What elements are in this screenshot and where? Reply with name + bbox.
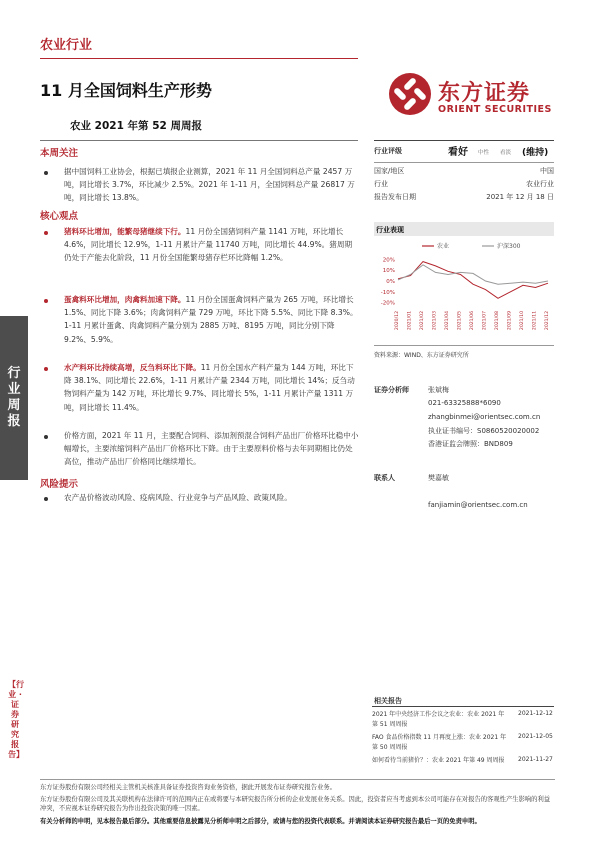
x-tick-label: 2021/09 xyxy=(507,311,513,331)
bullet-icon xyxy=(44,497,48,501)
view-item xyxy=(64,429,359,469)
analyst-license: 香港证监会牌照：BND809 xyxy=(428,440,513,448)
logo-mark-icon xyxy=(388,72,432,116)
side-vertical-text: 【行业 · 证券研究报告】 xyxy=(8,680,24,759)
view-text: 价格方面，2021 年 11 月，主要配合饲料、添加剂预混合饲料产品出厂价格环比稳中小幅增长，主要浓缩饲料产品出厂价格环比下降。由于主要原料价格与去年同期相比仍处高位，推动产品出厂价格同比继续增长。 xyxy=(64,431,359,467)
panel-rule xyxy=(374,162,554,163)
info-key: 国家/地区 xyxy=(374,167,405,175)
bullet-icon xyxy=(44,367,48,371)
view-text: 11 月份全国猪饲料产量 1141 万吨，环比增长 4.6%，同比增长 12.9%，1-11 月累计产量 11740 万吨，同比增长 44.9%。猪周期仍处于产能去化阶段，11 月份全国能繁母猪存栏环比降幅 1.2%。 xyxy=(64,227,353,263)
views-heading: 核心观点 xyxy=(40,211,79,222)
contact-label: 联系人 xyxy=(374,474,395,482)
risk-text: 农产品价格波动风险、疫病风险、行业竞争与产品风险、政策风险。 xyxy=(64,493,292,502)
footer-line-3: 有关分析师的申明，见本报告最后部分。其他重要信息披露见分析师申明之后部分，或请与您的投资代表联系。并请阅读本证券研究报告最后一页的免责申明。 xyxy=(40,818,481,825)
company-logo xyxy=(388,72,432,116)
chart-heading: 行业表现 xyxy=(376,226,404,234)
info-value: 中国 xyxy=(540,167,554,175)
x-tick-label: 2021/08 xyxy=(495,311,500,331)
rating-label: 行业评级 xyxy=(374,147,402,155)
x-tick-label: 2021/05 xyxy=(457,311,463,331)
side-band-text: 行业周报 xyxy=(7,366,21,429)
view-text: 11 月份全国蛋禽饲料产量为 265 万吨，环比增长 1.5%、同比下降 3.6%；肉禽饲料产量 729 万吨，环比下降 5.5%、同比下降 8.3%。1-11 月累计蛋禽、肉禽饲料产量分别为 2885 万吨、8195 万吨，同比分别下降 9.2%、5.9%。 xyxy=(64,295,358,344)
footer-line-2: 东方证券股份有限公司及其关联机构在法律许可的范围内正在或将要与本研究报告所分析的企业发展业务关系。因此，投资者应当考虑到本公司可能存在对报告的客观性产生影响的利益冲突，不应视本证券研究报告为作出投资决策的唯一因素。 xyxy=(40,796,551,812)
x-tick-label: 2021/12 xyxy=(545,311,550,331)
related-date: 2021-12-12 xyxy=(518,710,553,717)
info-value: 农业行业 xyxy=(526,180,554,188)
x-tick-label: 2021/01 xyxy=(407,311,413,331)
related-date: 2021-12-05 xyxy=(518,733,553,740)
y-tick-label: -10% xyxy=(380,289,395,296)
view-lead: 猪料环比增加，能繁母猪继续下行。 xyxy=(64,227,186,236)
bullet-icon xyxy=(44,435,48,439)
related-title[interactable]: 2021 年中央经济工作会议之农业：农业 2021 年第 51 周周报 xyxy=(372,711,505,728)
industry-label: 农业行业 xyxy=(40,38,93,53)
y-tick-label: -20% xyxy=(380,300,395,307)
panel-rule xyxy=(374,140,554,141)
industry-chart xyxy=(374,238,554,338)
panel-rule xyxy=(374,345,554,346)
x-tick-label: 2021/03 xyxy=(432,311,438,331)
view-item xyxy=(64,293,359,346)
contact-email[interactable]: fanjiamin@orientsec.com.cn xyxy=(428,501,528,509)
legend-label: 农业 xyxy=(437,243,450,250)
info-value: 2021 年 12 月 18 日 xyxy=(486,193,554,201)
x-tick-label: 2020/12 xyxy=(395,311,400,331)
y-tick-label: 0% xyxy=(386,279,395,285)
view-text: 11 月份全国水产料产量为 144 万吨，环比下降 38.1%、同比增长 22.6%，1-11 月累计产量 2344 万吨，同比增长 14%；反刍动物饲料产量为 142 万吨，环比增长 9.7%、同比增长 5%，1-11 月累计产量 1311 万吨，同比增长 11.4%。 xyxy=(64,363,355,412)
rating-opt: 看淡 xyxy=(500,150,512,156)
rating-main: 看好 xyxy=(448,147,468,158)
analyst-email[interactable]: zhangbinmei@orientsec.com.cn xyxy=(428,413,541,421)
view-lead: 蛋禽料环比增加，肉禽料加速下降。 xyxy=(64,295,186,304)
x-tick-label: 2021/02 xyxy=(420,311,425,331)
x-tick-label: 2021/07 xyxy=(482,311,488,331)
view-lead: 水产料环比持续高增，反刍料环比下降。 xyxy=(64,363,201,372)
related-title[interactable]: 如何看待当前猪价？：农业 2021 年第 49 周周报 xyxy=(372,757,505,764)
report-subtitle: 农业 2021 年第 52 周周报 xyxy=(70,120,202,132)
chart-source: 资料来源：WIND、东方证券研究所 xyxy=(374,352,469,359)
logo-name: 东方证券 xyxy=(438,81,531,106)
analyst-phone: 021-63325888*6090 xyxy=(428,399,501,407)
analyst-cert: 执业证书编号：S0860520020002 xyxy=(428,427,540,435)
rating-keep: (维持) xyxy=(522,148,549,158)
related-date: 2021-11-27 xyxy=(518,756,553,763)
bullet-icon xyxy=(44,299,48,303)
series-line-csi300 xyxy=(398,265,548,284)
view-item xyxy=(64,361,359,414)
footer-rule xyxy=(40,779,555,780)
x-tick-label: 2021/06 xyxy=(470,311,475,331)
contact-name: 樊嘉敏 xyxy=(428,474,449,482)
x-tick-label: 2021/11 xyxy=(532,311,538,331)
x-tick-label: 2021/10 xyxy=(520,311,525,331)
focus-heading: 本周关注 xyxy=(40,148,79,159)
x-tick-label: 2021/04 xyxy=(445,311,450,331)
risk-heading: 风险提示 xyxy=(40,479,79,490)
section-rule xyxy=(40,140,358,141)
bullet-icon xyxy=(44,171,48,175)
rating-opt: 中性 xyxy=(478,150,490,156)
view-item xyxy=(64,225,359,265)
report-title: 11 月全国饲料生产形势 xyxy=(40,81,212,100)
info-key: 行业 xyxy=(374,180,388,188)
logo-name-en: ORIENT SECURITIES xyxy=(438,104,552,115)
header-rule xyxy=(40,58,358,59)
related-title[interactable]: FAO 食品价格指数 11 月再度上涨：农业 2021 年第 50 周周报 xyxy=(372,734,507,751)
analyst-name: 张斌梅 xyxy=(428,386,449,394)
related-heading: 相关报告 xyxy=(374,697,402,705)
panel-rule xyxy=(372,706,554,707)
legend-label: 沪深300 xyxy=(497,243,521,250)
line-chart xyxy=(374,238,554,338)
y-tick-label: 10% xyxy=(382,268,395,275)
analyst-label: 证券分析师 xyxy=(374,386,409,394)
focus-text: 据中国饲料工业协会，根据已填报企业测算，2021 年 11 月全国饲料总产量 2457 万吨，同比增长 3.7%，环比减少 2.5%。2021 年 1-11 月，全国饲料总产量 26817 万吨，同比增长 13.8%。 xyxy=(64,167,355,203)
bullet-icon xyxy=(44,231,48,235)
y-tick-label: 20% xyxy=(382,257,395,264)
footer-line-1: 东方证券股份有限公司经相关主管机关核准具备证券投资咨询业务资格，据此开展发布证券研究报告业务。 xyxy=(40,784,336,791)
info-key: 报告发布日期 xyxy=(374,193,416,201)
